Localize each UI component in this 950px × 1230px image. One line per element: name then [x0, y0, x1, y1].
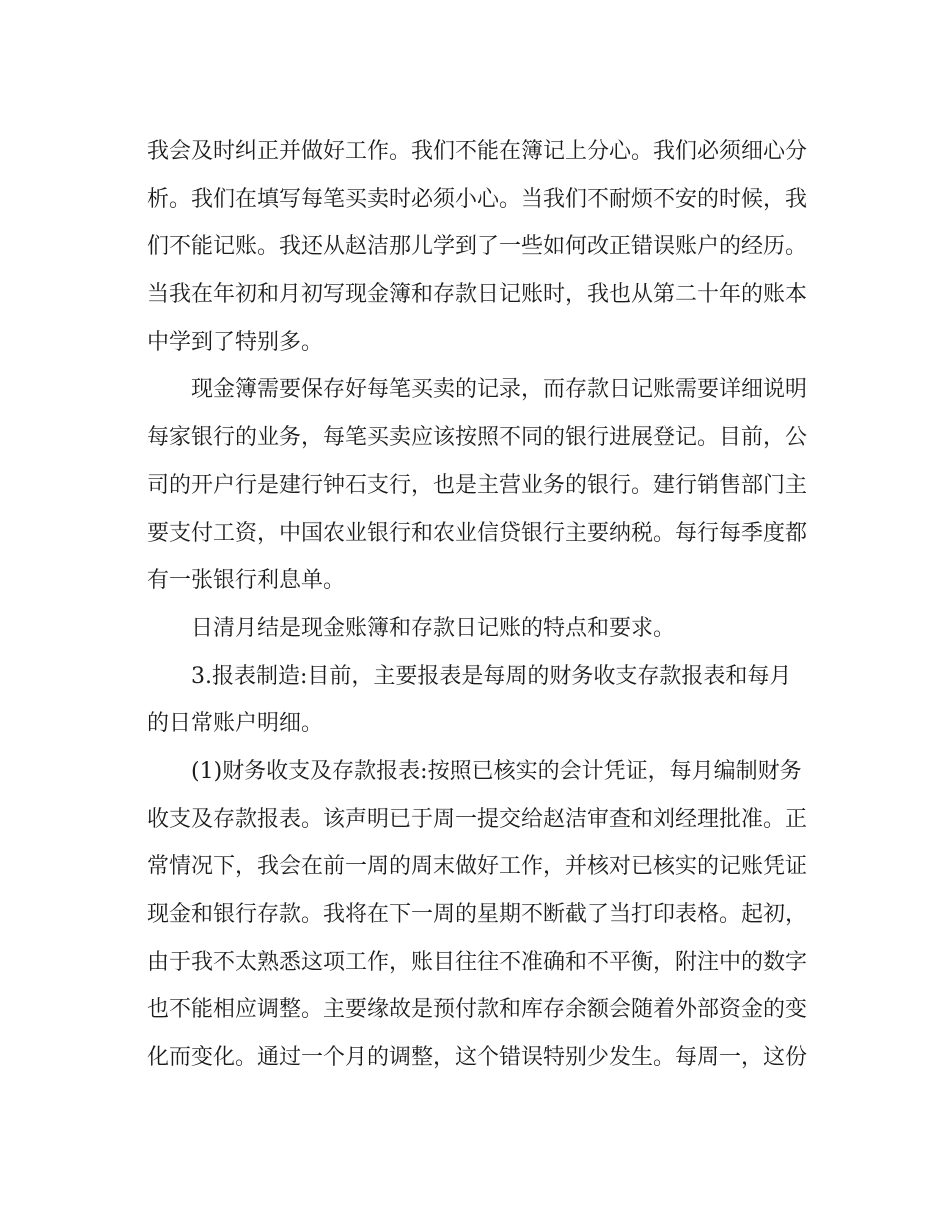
text-line: 每家银行的业务，每笔买卖应该按照不同的银行进展登记。目前，公: [147, 425, 808, 451]
section-heading-line: 3.报表制造:目前，主要报表是每周的财务收支存款报表和每月: [191, 663, 792, 689]
text-line: 也不能相应调整。主要缘故是预付款和库存余额会随着外部资金的变: [147, 997, 808, 1023]
text-line: 我会及时纠正并做好工作。我们不能在簿记上分心。我们必须细心分: [147, 139, 808, 164]
paragraph-start-line: 日清月结是现金账簿和存款日记账的特点和要求。: [191, 615, 676, 641]
text-line: 要支付工资，中国农业银行和农业信贷银行主要纳税。每行每季度都: [147, 520, 808, 546]
text-line: 中学到了特别多。: [147, 329, 324, 355]
text-line: 现金和银行存款。我将在下一周的星期不断截了当打印表格。起初，: [147, 902, 808, 927]
text-line: 化而变化。通过一个月的调整，这个错误特别少发生。每周一，这份: [147, 1045, 808, 1071]
text-line: 当我在年初和月初写现金簿和存款日记账时，我也从第二十年的账本: [147, 282, 808, 308]
text-line: 析。我们在填写每笔买卖时必须小心。当我们不耐烦不安的时候，我: [147, 186, 808, 212]
text-line: 常情况下，我会在前一周的周末做好工作，并核对已核实的记账凭证: [147, 854, 808, 880]
text-line: 们不能记账。我还从赵洁那儿学到了一些如何改正错误账户的经历。: [147, 234, 808, 260]
text-line: 收支及存款报表。该声明已于周一提交给赵洁审查和刘经理批准。正: [147, 806, 808, 832]
subsection-heading-line: (1)财务收支及存款报表:按照已核实的会计凭证，每月编制财务: [191, 758, 802, 784]
text-line: 的日常账户明细。: [147, 711, 324, 737]
document-body: [147, 136, 807, 1090]
text-line: 有一张银行利息单。: [147, 568, 346, 594]
paragraph-start-line: 现金簿需要保存好每笔买卖的记录，而存款日记账需要详细说明: [191, 377, 808, 403]
text-line: 由于我不太熟悉这项工作，账目往往不准确和不平衡，附注中的数字: [147, 949, 808, 975]
text-line: 司的开户行是建行钟石支行，也是主营业务的银行。建行销售部门主: [147, 472, 808, 498]
